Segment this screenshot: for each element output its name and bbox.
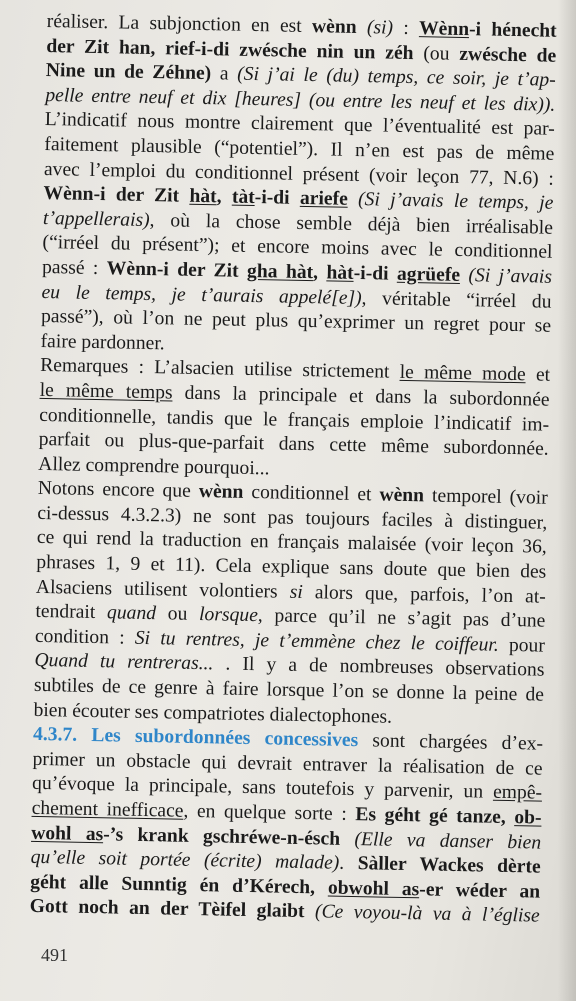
bold-text: -i-di bbox=[353, 262, 398, 285]
italic-text: lorsque bbox=[198, 604, 259, 627]
text-run bbox=[356, 17, 367, 38]
text-run: L’indicatif nous montre clairement que l’éventualité est par- bbox=[44, 109, 555, 141]
text-run: , en quelque sorte : bbox=[183, 800, 356, 826]
page-shadow bbox=[558, 0, 576, 1001]
bold-text: der Zit han, rief-i-di zwésche nin un zéh bbox=[46, 35, 414, 64]
bold-text: -er wéder an bbox=[419, 879, 541, 903]
underlined-text: chement inefficace bbox=[31, 797, 184, 822]
underlined-text: le même temps bbox=[39, 379, 173, 404]
text-run: bien écouter ses compatriotes dialectophones. bbox=[33, 699, 393, 728]
italic-text: (Ce voyou-là va à l’église bbox=[314, 901, 540, 927]
bold-text: Es géht gé tanze, bbox=[355, 804, 515, 829]
text-run: alors que, parfois, l’on at- bbox=[302, 581, 547, 608]
text-run: phrases 1, 9 et 11). Cela explique sans doute que bien des bbox=[36, 551, 547, 583]
text-run: conditionnelle, tandis que le français emploie l’indicatif im- bbox=[39, 404, 550, 436]
bold-text: Nine un de Zéhne) bbox=[45, 60, 212, 85]
text-run: ce qui rend la traduction en français malaisée (voir leçon 36, bbox=[36, 527, 547, 559]
text-run: , où la chose semble déjà bien irréalisable bbox=[149, 209, 554, 239]
text-run bbox=[340, 828, 355, 849]
section-heading: 4.3.7. Les subordonnées concessives bbox=[32, 724, 359, 752]
bold-text: wènn bbox=[379, 484, 425, 507]
italic-text: (si) bbox=[366, 17, 394, 39]
text-run: passé”), où l’on ne peut plus qu’exprimer un regret pour se bbox=[40, 306, 552, 337]
text-run: conditionnel et bbox=[243, 482, 380, 506]
underlined-text: ob- bbox=[514, 807, 542, 829]
underlined-text: ariefe bbox=[299, 188, 348, 210]
text-run: primer un obstacle qui devrait entraver la réalisation de ce bbox=[32, 748, 543, 780]
underlined-text: Wènn bbox=[418, 18, 470, 41]
text-run: ou bbox=[155, 603, 200, 626]
bold-text: Wènn-i der Zit bbox=[43, 183, 190, 207]
italic-text: Si tu rentres, je t’emmène chez le coiffeur. bbox=[134, 627, 499, 656]
text-run: avec l’emploi du conditionnel présent (voir leçon 77, N.6) : bbox=[43, 158, 555, 190]
italic-text: quand bbox=[106, 602, 157, 625]
page-body-text bbox=[30, 10, 557, 930]
bold-text: Gott noch an der Tèifel glaibt bbox=[29, 896, 305, 923]
text-run: faitement plausible (“potentiel”). Il n’en est pas de même bbox=[44, 133, 555, 165]
text-run: qu’évoque la principale, sans toutefois y parvenir, un bbox=[31, 773, 494, 804]
text-run bbox=[348, 189, 359, 210]
text-run: Notons encore que bbox=[37, 478, 199, 503]
underlined-text: empê- bbox=[492, 782, 543, 805]
text-run: Allez comprendre pourquoi... bbox=[38, 453, 270, 480]
bold-text: géht alle Sunntig én d’Kérech, bbox=[30, 871, 329, 899]
text-run: Remarques : L’alsacien utilise strictement bbox=[39, 355, 400, 384]
bold-text: wènn bbox=[198, 481, 244, 504]
text-run: dans la principale et dans la subordonnée bbox=[172, 382, 550, 411]
bold-text: Sàller Wackes dèrte bbox=[357, 853, 541, 878]
text-run: Alsaciens utilisent volontiers bbox=[35, 576, 290, 603]
text-run: condition : bbox=[34, 625, 136, 649]
text-run: . Il y a de nombreuses observations bbox=[213, 653, 545, 682]
text-run: réaliser. La subjonction en est bbox=[46, 10, 313, 38]
text-run: . bbox=[339, 852, 358, 875]
underlined-text: le même mode bbox=[399, 362, 526, 386]
italic-text: qu’elle soit portée (écrite) malade) bbox=[30, 847, 340, 874]
text-run: faire pardonner. bbox=[40, 330, 165, 355]
italic-text: (Si j’ai le (du) temps, ce soir, je t’ap- bbox=[237, 63, 556, 91]
page-number: 491 bbox=[41, 945, 68, 965]
text-run: parfait ou plus-que-parfait dans cette même subordonnée. bbox=[38, 429, 549, 460]
underlined-text: obwohl as bbox=[327, 877, 420, 901]
bold-text: , bbox=[216, 186, 233, 208]
bold-text: , bbox=[312, 262, 327, 284]
underlined-text: gha hàt bbox=[246, 260, 314, 284]
text-run: : bbox=[392, 17, 420, 40]
italic-text: (Elle va danser bien bbox=[354, 828, 542, 854]
text-run: , véritable “irréel du bbox=[361, 287, 552, 313]
bold-text: -i-di bbox=[254, 187, 301, 210]
italic-text: si bbox=[289, 581, 303, 603]
text-run: (ou bbox=[413, 42, 460, 65]
underlined-text: agrüefe bbox=[396, 263, 461, 286]
bold-text: Wènn-i der Zit bbox=[106, 258, 248, 282]
underlined-text: wohl as bbox=[30, 822, 104, 845]
italic-text: eu le temps, je t’aurais appelé[e]) bbox=[41, 281, 362, 309]
text-run: ci-dessus 4.3.2.3) ne sont pas toujours faciles à distinguer, bbox=[37, 502, 548, 534]
text-run: , parce qu’il ne s’agit pas d’une bbox=[257, 605, 546, 632]
text-run: tendrait bbox=[35, 601, 108, 624]
text-run: et bbox=[525, 364, 551, 387]
text-run: subtiles de ce genre à faire lorsque l’on se donne la peine de bbox=[33, 674, 545, 706]
text-run: temporel (voir bbox=[423, 485, 548, 509]
bold-text: -’s krank gschréwe-n-ésch bbox=[103, 823, 341, 850]
italic-text: (Si j’avais bbox=[468, 265, 553, 288]
italic-text: (Si j’avais le temps, je bbox=[357, 189, 554, 214]
text-run: a bbox=[210, 63, 238, 85]
italic-text: Quand tu rentreras... bbox=[34, 650, 214, 675]
bold-text: wènn bbox=[311, 16, 357, 38]
italic-text: t’appellerais) bbox=[42, 207, 150, 231]
underlined-text: hàt bbox=[189, 185, 217, 208]
italic-text: pelle entre neuf et dix [heures] (ou entre les neuf et les dix)). bbox=[45, 84, 556, 116]
underlined-text: tàt bbox=[231, 186, 255, 209]
bold-text: -i hénecht bbox=[468, 19, 557, 42]
text-run: pour bbox=[498, 634, 546, 657]
text-run: passé : bbox=[41, 256, 107, 280]
text-run: (“irréel du présent”); et encore moins avec le conditionnel bbox=[42, 232, 553, 264]
text-run: sont chargées d’ex- bbox=[357, 730, 544, 755]
underlined-text: hàt bbox=[326, 262, 354, 284]
bold-text: zwésche de bbox=[459, 43, 557, 67]
